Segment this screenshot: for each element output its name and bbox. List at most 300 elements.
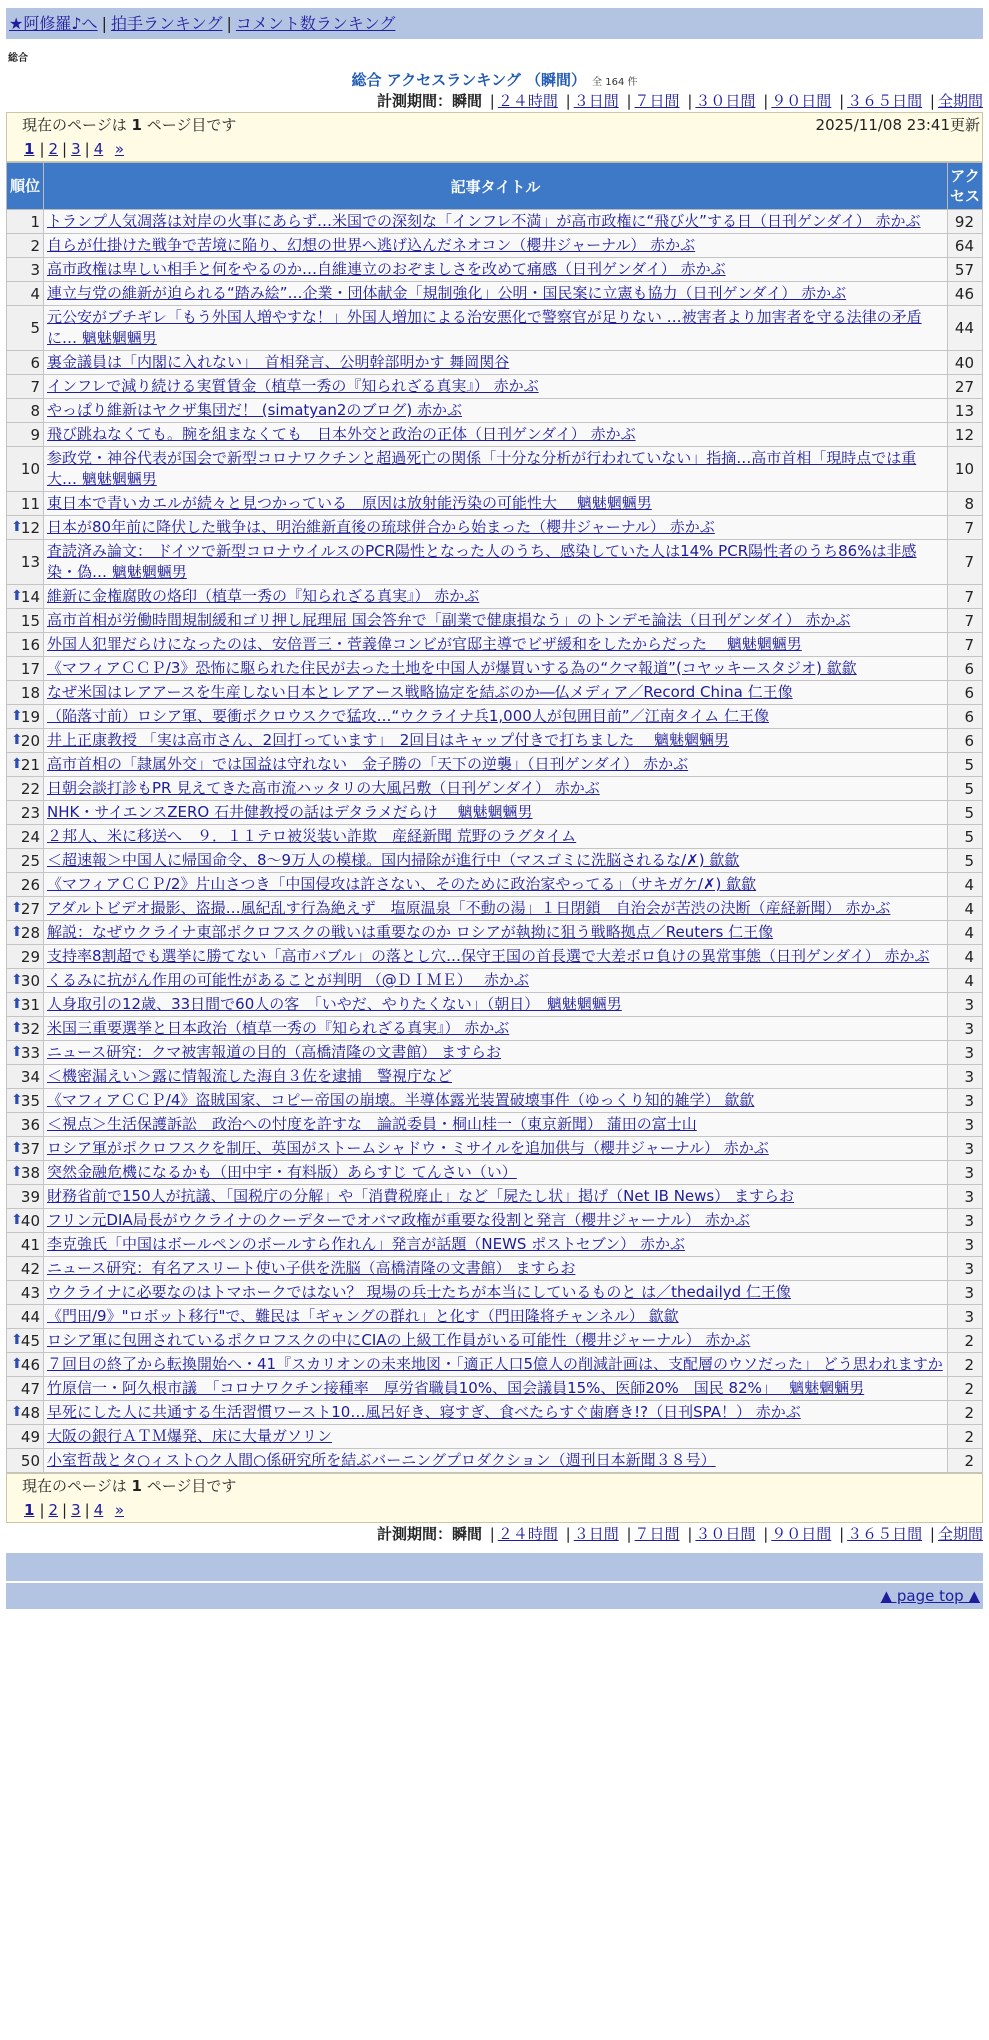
period-365d-link[interactable]: ３６５日間 [847,92,923,110]
article-title-link[interactable]: やっぱり維新はヤクザ集団だ！ (simatyan2のブログ) 赤かぶ [47,401,463,419]
access-count: 5 [948,753,983,777]
article-title-link[interactable]: 日朝会談打診もPR 見えてきた高市流ハッタリの大風呂敷（日刊ゲンダイ） 赤かぶ [47,779,600,797]
table-row [7,777,983,801]
article-title-link[interactable]: 小室哲哉とタ○ィスト○ク人間○係研究所を結ぶバーニングプロダクション（週刊日本新聞３８号） [47,1451,716,1469]
article-title-link[interactable]: 財務省前で150人が抗議、「国税庁の分解」や「消費税廃止」など「屍たし状」掲げ（Net IB News） ますらお [47,1187,795,1205]
rank-up-arrow-icon: ⬆ [11,1355,23,1372]
article-title-link[interactable]: 査読済み論文： ドイツで新型コロナウイルスのPCR陽性となった人のうち、感染していた人は14% PCR陽性者のうち86%は非感染・偽… 魑魅魍魎男 [47,542,917,581]
table-row [7,1113,983,1137]
article-title-link[interactable]: ロシア軍に包囲されているポクロフスクの中にCIAの上級工作員がいる可能性（櫻井ジャーナル） 赤かぶ [47,1331,751,1349]
title-cell [44,1041,948,1065]
access-count: 10 [948,447,983,492]
table-row [7,1329,983,1353]
access-count: 3 [948,1161,983,1185]
article-title-link[interactable]: ウクライナに必要なのはトマホークではない？ 現場の兵士たちが本当にしているものと は／thedailyd 仁王像 [47,1283,791,1301]
rank-number: 2 [30,236,40,255]
title-cell [44,1377,948,1401]
title-cell [44,210,948,234]
access-count: 12 [948,423,983,447]
table-row [7,993,983,1017]
title-cell [44,1233,948,1257]
title-cell [44,516,948,540]
table-row [7,516,983,540]
table-row [7,1425,983,1449]
rank-number: 38 [20,1163,40,1182]
table-row [7,1377,983,1401]
page-2-link[interactable]: 2 [48,140,59,158]
article-title-link[interactable]: 連立与党の維新が迫られる“踏み絵”…企業・団体献金「規制強化」公明・国民案に立憲も協力（日刊ゲンダイ） 赤かぶ [47,284,847,302]
article-title-link[interactable]: 裏金議員は「内閣に入れない」 首相発言、公明幹部明かす 舞岡関谷 [47,353,510,371]
table-row [7,1233,983,1257]
title-cell [44,873,948,897]
rank-number: 10 [20,460,40,478]
article-title-link[interactable]: 維新に金権腐敗の烙印（植草一秀の『知られざる真実』） 赤かぶ [47,587,480,605]
period-current: 瞬間 [451,1525,482,1543]
table-row [7,609,983,633]
title-header: 記事タイトル [44,163,948,210]
access-count: 6 [948,681,983,705]
title-cell [44,234,948,258]
access-count: 3 [948,1041,983,1065]
access-count: 3 [948,1113,983,1137]
access-count: 6 [948,657,983,681]
article-title-link[interactable]: アダルトビデオ撮影、盗撮…風紀乱す行為絶えず 塩原温泉「不動の湯」１日閉鎖 自治会が苦渋の決断（産経新聞） 赤かぶ [47,899,891,917]
title-cell [44,258,948,282]
page [6,8,983,1609]
rank-up-arrow-icon: ⬆ [11,1091,23,1108]
article-title-link[interactable]: ロシア軍がポクロフスクを制圧、英国がストームシャドウ・ミサイルを追加供与（櫻井ジャーナル） 赤かぶ [47,1139,769,1157]
table-row [7,1281,983,1305]
comment-ranking-link[interactable]: コメント数ランキング [235,14,396,33]
title-cell [44,633,948,657]
rank-up-arrow-icon: ⬆ [11,1163,23,1180]
table-row [7,729,983,753]
article-title-link[interactable]: 参政党・神谷代表が国会で新型コロナワクチンと超過死亡の関係「十分な分析が行われていない」指摘…高市首相「現時点では重大… 魑魅魍魎男 [47,449,917,488]
title-cell [44,993,948,1017]
article-title-link[interactable]: 人身取引の12歳、33日間で60人の客 「いやだ、やりたくない」（朝日） 魑魅魍魎男 [47,995,622,1013]
top-nav [6,8,983,39]
rank-number: 22 [20,779,40,798]
rank-cell [7,282,44,306]
article-title-link[interactable]: 高市首相の「隷属外交」では国益は守れない 金子勝の「天下の逆襲」（日刊ゲンダイ） 赤かぶ [47,755,689,773]
rank-number: 45 [20,1331,40,1350]
ranking-title: 総合 アクセスランキング （瞬間） [351,71,587,89]
table-row [7,1065,983,1089]
page-4-link[interactable]: 4 [93,1501,104,1519]
title-cell [44,1281,948,1305]
access-count: 3 [948,1281,983,1305]
access-count: 7 [948,609,983,633]
title-cell [44,1017,948,1041]
period-all-link[interactable]: 全期間 [937,1525,983,1543]
rank-up-arrow-icon: ⬆ [11,1331,23,1348]
rank-cell [7,993,44,1017]
access-count: 46 [948,282,983,306]
rank-cell [7,633,44,657]
table-row [7,873,983,897]
period-label: 計測期間： [376,1525,452,1543]
table-row [7,492,983,516]
rank-number: 24 [20,827,40,846]
table-row [7,375,983,399]
table-row [7,1305,983,1329]
table-row [7,657,983,681]
rank-up-arrow-icon: ⬆ [11,899,23,916]
rank-cell [7,1353,44,1377]
article-title-link[interactable]: 井上正康教授 「実は高市さん、2回打っています」 2回目はキャップ付きで打ちました 魑魅魍魎男 [47,731,730,749]
table-row [7,1041,983,1065]
rank-cell [7,1281,44,1305]
access-count: 27 [948,375,983,399]
rank-cell [7,447,44,492]
rank-cell [7,399,44,423]
period-365d-link[interactable]: ３６５日間 [847,1525,923,1543]
access-count: 7 [948,516,983,540]
title-cell [44,609,948,633]
rank-cell [7,423,44,447]
period-7d-link[interactable]: ７日間 [634,1525,680,1543]
rank-cell [7,351,44,375]
rank-up-arrow-icon: ⬆ [11,518,23,535]
period-24h-link[interactable]: ２４時間 [497,92,558,110]
table-row [7,801,983,825]
rank-number: 12 [20,518,40,537]
article-title-link[interactable]: インフレで減り続ける実質賃金（植草一秀の『知られざる真実』） 赤かぶ [47,377,539,395]
article-title-link[interactable]: ＜視点＞生活保護訴訟 政治への忖度を許すな 論説委員・桐山桂一（東京新聞） 蒲田の富士山 [47,1115,697,1133]
rank-cell [7,753,44,777]
article-title-link[interactable]: 支持率8割超でも選挙に勝てない「高市バブル」の落とし穴…保守王国の首長選で大差ボロ負けの異常事態（日刊ゲンダイ） 赤かぶ [47,947,930,965]
title-cell [44,825,948,849]
rank-number: 8 [30,401,40,420]
access-count: 2 [948,1353,983,1377]
nav-separator: | [101,14,107,33]
rank-cell [7,1209,44,1233]
article-title-link[interactable]: ニュース研究：有名アスリート使い子供を洗脳（高橋清隆の文書館） ますらお [47,1259,576,1277]
title-cell [44,1209,948,1233]
access-count: 3 [948,1017,983,1041]
rank-cell [7,1401,44,1425]
article-title-link[interactable]: 東日本で青いカエルが続々と見つかっている 原因は放射能汚染の可能性大 魑魅魍魎男 [47,494,652,512]
table-row [7,705,983,729]
access-count: 64 [948,234,983,258]
article-title-link[interactable]: 日本が80年前に降伏した戦争は、明治維新直後の琉球併合から始まった（櫻井ジャーナル） 赤かぶ [47,518,715,536]
table-row [7,897,983,921]
period-3d-link[interactable]: ３日間 [573,92,619,110]
table-row [7,1185,983,1209]
access-count: 2 [948,1401,983,1425]
updated-timestamp: 2025/11/08 23:41更新 [815,116,980,134]
asyura-home-link[interactable]: ★阿修羅♪へ [9,14,98,33]
title-cell [44,945,948,969]
rank-cell [7,1233,44,1257]
rank-cell [7,1089,44,1113]
access-count: 7 [948,633,983,657]
article-title-link[interactable]: （陥落寸前）ロシア軍、要衝ポクロウスクで猛攻…“ウクライナ兵1,000人が包囲目前”／江南タイム 仁王像 [47,707,770,725]
access-header: アクセス [948,163,983,210]
access-count: 2 [948,1449,983,1473]
title-cell [44,585,948,609]
period-30d-link[interactable]: ３０日間 [695,1525,756,1543]
rank-cell [7,1137,44,1161]
article-title-link[interactable]: 高市政権は卑しい相手と何をやるのか…自維連立のおぞましさを改めて痛感（日刊ゲンダイ） 赤かぶ [47,260,726,278]
access-count: 2 [948,1425,983,1449]
rank-cell [7,657,44,681]
title-cell [44,1257,948,1281]
period-30d-link[interactable]: ３０日間 [695,92,756,110]
article-title-link[interactable]: NHK・サイエンスZERO 石井健教授の話はデタラメだらけ 魑魅魍魎男 [47,803,533,821]
title-cell [44,423,948,447]
rank-cell [7,1449,44,1473]
rank-number: 47 [20,1379,40,1398]
article-title-link[interactable]: なぜ米国はレアアースを生産しない日本とレアアース戦略協定を結ぶのか―仏メディア／Record China 仁王像 [47,683,793,701]
period-7d-link[interactable]: ７日間 [634,92,680,110]
table-row [7,969,983,993]
table-row [7,234,983,258]
page-3-link[interactable]: 3 [71,140,81,158]
title-cell [44,1137,948,1161]
rank-cell [7,681,44,705]
table-row [7,1161,983,1185]
clap-ranking-link[interactable]: 拍手ランキング [110,14,223,33]
access-count: 4 [948,945,983,969]
table-row [7,423,983,447]
access-count: 5 [948,825,983,849]
title-cell [44,777,948,801]
page-3-link[interactable]: 3 [71,1501,81,1519]
rank-cell [7,1113,44,1137]
rank-cell [7,825,44,849]
rank-cell [7,1017,44,1041]
title-cell [44,1425,948,1449]
page-top-link[interactable]: ▲ page top ▲ [880,1587,980,1605]
title-cell [44,1185,948,1209]
period-current: 瞬間 [451,92,482,110]
rank-cell [7,1065,44,1089]
access-count: 5 [948,849,983,873]
rank-cell [7,234,44,258]
period-3d-link[interactable]: ３日間 [573,1525,619,1543]
page-2-link[interactable]: 2 [48,1501,59,1519]
rank-cell [7,492,44,516]
rank-cell [7,375,44,399]
title-cell [44,681,948,705]
access-count: 3 [948,1257,983,1281]
table-row [7,1017,983,1041]
next-page-link[interactable]: » [114,1501,124,1519]
article-title-link[interactable]: 《門田/9》"ロボット移行"で、難民は「ギャングの群れ」と化す（門田隆将チャンネル） 歙歙 [47,1307,679,1325]
ranking-table [6,162,983,1473]
article-title-link[interactable]: 自らが仕掛けた戦争で苦境に陥り、幻想の世界へ逃げ込んだネオコン（櫻井ジャーナル） 赤かぶ [47,236,696,254]
rank-number: 21 [20,755,40,774]
rank-number: 5 [30,319,40,337]
rank-up-arrow-icon: ⬆ [11,731,23,748]
access-count: 7 [948,540,983,585]
article-title-link[interactable]: 元公安がブチギレ「もう外国人増やすな！」外国人増加による治安悪化で警察官が足りない …被害者より加害者を守る法律の矛盾に… 魑魅魍魎男 [47,308,922,347]
table-row [7,1449,983,1473]
access-count: 3 [948,1305,983,1329]
table-row [7,585,983,609]
title-cell [44,1353,948,1377]
table-row [7,753,983,777]
access-count: 2 [948,1377,983,1401]
period-90d-link[interactable]: ９０日間 [771,1525,832,1543]
rank-number: 9 [30,425,40,444]
rank-number: 27 [20,899,40,918]
rank-cell [7,801,44,825]
access-count: 13 [948,399,983,423]
title-cell [44,1449,948,1473]
title-cell [44,849,948,873]
article-title-link[interactable]: 早死にした人に共通する生活習慣ワースト10…風呂好き、寝すぎ、食べたらすぐ歯磨き!?（日刊SPA！） 赤かぶ [47,1403,801,1421]
rank-cell [7,729,44,753]
page-4-link[interactable]: 4 [93,140,104,158]
rank-number: 35 [20,1091,40,1110]
title-cell [44,351,948,375]
access-count: 92 [948,210,983,234]
rank-number: 20 [20,731,40,750]
rank-up-arrow-icon: ⬆ [11,923,23,940]
article-title-link[interactable]: 解説：なぜウクライナ東部ポクロフスクの戦いは重要なのか ロシアが執拗に狙う戦略拠点／Reuters 仁王像 [47,923,774,941]
rank-number: 37 [20,1139,40,1158]
rank-number: 41 [20,1235,40,1254]
rank-number: 39 [20,1187,40,1206]
rank-number: 30 [20,971,40,990]
page-status: 現在のページは 1 ページ目です [22,1477,237,1495]
title-cell [44,1113,948,1137]
rank-cell [7,921,44,945]
rank-number: 16 [20,635,40,654]
article-title-link[interactable]: 竹原信一・阿久根市議 「コロナワクチン接種率 厚労省職員10%、国会議員15%、医師20% 国民 82%」 魑魅魍魎男 [47,1379,865,1397]
rank-number: 19 [20,707,40,726]
article-title-link[interactable]: 《マフィアＣＣＰ/2》片山さつき「中国侵攻は許さない、そのために政治家やってる」（サキガケ/✗) 歙歙 [47,875,757,893]
rank-up-arrow-icon: ⬆ [11,707,23,724]
rank-cell [7,969,44,993]
table-row [7,399,983,423]
next-page-link[interactable]: » [114,140,124,158]
article-title-link[interactable]: 飛び跳ねなくても。腕を組まなくても 日本外交と政治の正体（日刊ゲンダイ） 赤かぶ [47,425,636,443]
rank-number: 25 [20,851,40,870]
access-count: 6 [948,705,983,729]
article-title-link[interactable]: ニュース研究：クマ被害報道の目的（高橋清隆の文書館） ますらお [47,1043,502,1061]
bottom-nav-bar [6,1553,983,1581]
period-all-link[interactable]: 全期間 [937,92,983,110]
rank-number: 42 [20,1259,40,1278]
article-title-link[interactable]: 大阪の銀行ＡＴＭ爆発、床に大量ガソリン [47,1427,333,1445]
rank-cell [7,516,44,540]
table-row [7,258,983,282]
rank-number: 6 [30,353,40,372]
rank-cell [7,540,44,585]
article-title-link[interactable]: 李克強氏「中国はボールペンのボールすら作れん」発言が話題（NEWS ポストセブン） 赤かぶ [47,1235,685,1253]
rank-cell [7,1377,44,1401]
access-count: 3 [948,993,983,1017]
article-title-link[interactable]: トランプ人気凋落は対岸の火事にあらず…米国での深刻な「インフレ不満」が高市政権に“飛び火”する日（日刊ゲンダイ） 赤かぶ [47,212,921,230]
article-title-link[interactable]: ＜機密漏えい＞露に情報流した海自３佐を逮捕 警視庁など [47,1067,453,1085]
period-label: 計測期間： [376,92,452,110]
article-title-link[interactable]: ＜超速報＞中国人に帰国命令、8～9万人の模様。国内掃除が進行中（マスゴミに洗脳されるな/✗) 歙歙 [47,851,740,869]
rank-number: 46 [20,1355,40,1374]
article-title-link[interactable]: 米国三重要選挙と日本政治（植草一秀の『知られざる真実』） 赤かぶ [47,1019,510,1037]
rank-cell [7,1185,44,1209]
table-row [7,282,983,306]
table-row [7,849,983,873]
rank-cell [7,777,44,801]
period-24h-link[interactable]: ２４時間 [497,1525,558,1543]
article-title-link[interactable]: ７回目の終了から転換開始へ・41『スカリオンの未来地図・「適正人口5億人の削減計画は、支配層のウソだった」 どう思われますか [47,1355,943,1373]
article-title-link[interactable]: フリン元DIA局長がウクライナのクーデターでオバマ政権が重要な役割と発言（櫻井ジャーナル） 赤かぶ [47,1211,750,1229]
title-cell [44,282,948,306]
article-title-link[interactable]: 《マフィアＣＣＰ/3》恐怖に駆られた住民が去った土地を中国人が爆買いする為の“クマ報道”(コヤッキースタジオ) 歙歙 [47,659,857,677]
table-row [7,825,983,849]
rank-number: 17 [20,659,40,678]
rank-number: 1 [30,212,40,231]
table-header-row [7,163,983,210]
access-count: 3 [948,1089,983,1113]
table-row [7,1137,983,1161]
access-count: 4 [948,897,983,921]
access-count: 4 [948,969,983,993]
rank-number: 11 [20,494,40,513]
table-row [7,1401,983,1425]
rank-number: 50 [20,1451,40,1470]
access-count: 5 [948,777,983,801]
rank-cell [7,945,44,969]
rank-cell [7,609,44,633]
pager-top [6,112,983,162]
title-cell [44,447,948,492]
rank-number: 32 [20,1019,40,1038]
access-count: 8 [948,492,983,516]
title-cell [44,1065,948,1089]
rank-cell [7,873,44,897]
rank-cell [7,585,44,609]
title-cell [44,1305,948,1329]
access-count: 4 [948,921,983,945]
article-title-link[interactable]: ２邦人、米に移送へ ９．１１テロ被災装い詐欺 産経新聞 荒野のラグタイム [47,827,577,845]
rank-cell [7,1041,44,1065]
article-title-link[interactable]: くるみに抗がん作用の可能性があることが判明 （@ＤＩＭＥ） 赤かぶ [47,971,530,989]
period-selector-top: 計測期間：瞬間 | ２４時間 | ３日間 | ７日間 | ３０日間 | ９０日間 | ３６５日間 | 全期間 [376,92,983,110]
nav-separator: | [226,14,232,33]
rank-cell [7,1257,44,1281]
article-title-link[interactable]: 突然金融危機になるかも（田中宇・有料版）あらすじ てんさい（い） [47,1163,517,1181]
title-cell [44,399,948,423]
rank-number: 14 [20,587,40,606]
access-count: 3 [948,1137,983,1161]
rank-number: 33 [20,1043,40,1062]
rank-number: 13 [20,553,40,571]
table-row [7,921,983,945]
rank-number: 36 [20,1115,40,1134]
table-row [7,1353,983,1377]
access-count: 3 [948,1065,983,1089]
rank-cell [7,210,44,234]
article-title-link[interactable]: 外国人犯罪だらけになったのは、安倍晋三・菅義偉コンビが官邸主導でビザ緩和をしたからだった 魑魅魍魎男 [47,635,802,653]
page-current-link[interactable]: 1 [24,140,35,158]
rank-number: 4 [30,284,40,303]
article-title-link[interactable]: 高市首相が労働時間規制緩和ゴリ押し屁理屈 国会答弁で「副業で健康損なう」のトンデモ論法（日刊ゲンダイ） 赤かぶ [47,611,851,629]
rank-up-arrow-icon: ⬆ [11,755,23,772]
rank-cell [7,258,44,282]
rank-up-arrow-icon: ⬆ [11,995,23,1012]
total-count: 全 164 件 [592,77,638,88]
article-title-link[interactable]: 《マフィアＣＣＰ/4》盗賊国家、コピー帝国の崩壊。半導体露光装置破壊事件（ゆっくり知的雑学） 歙歙 [47,1091,755,1109]
page-current-link[interactable]: 1 [24,1501,35,1519]
rank-cell [7,705,44,729]
table-row [7,306,983,351]
period-90d-link[interactable]: ９０日間 [771,92,832,110]
access-count: 40 [948,351,983,375]
